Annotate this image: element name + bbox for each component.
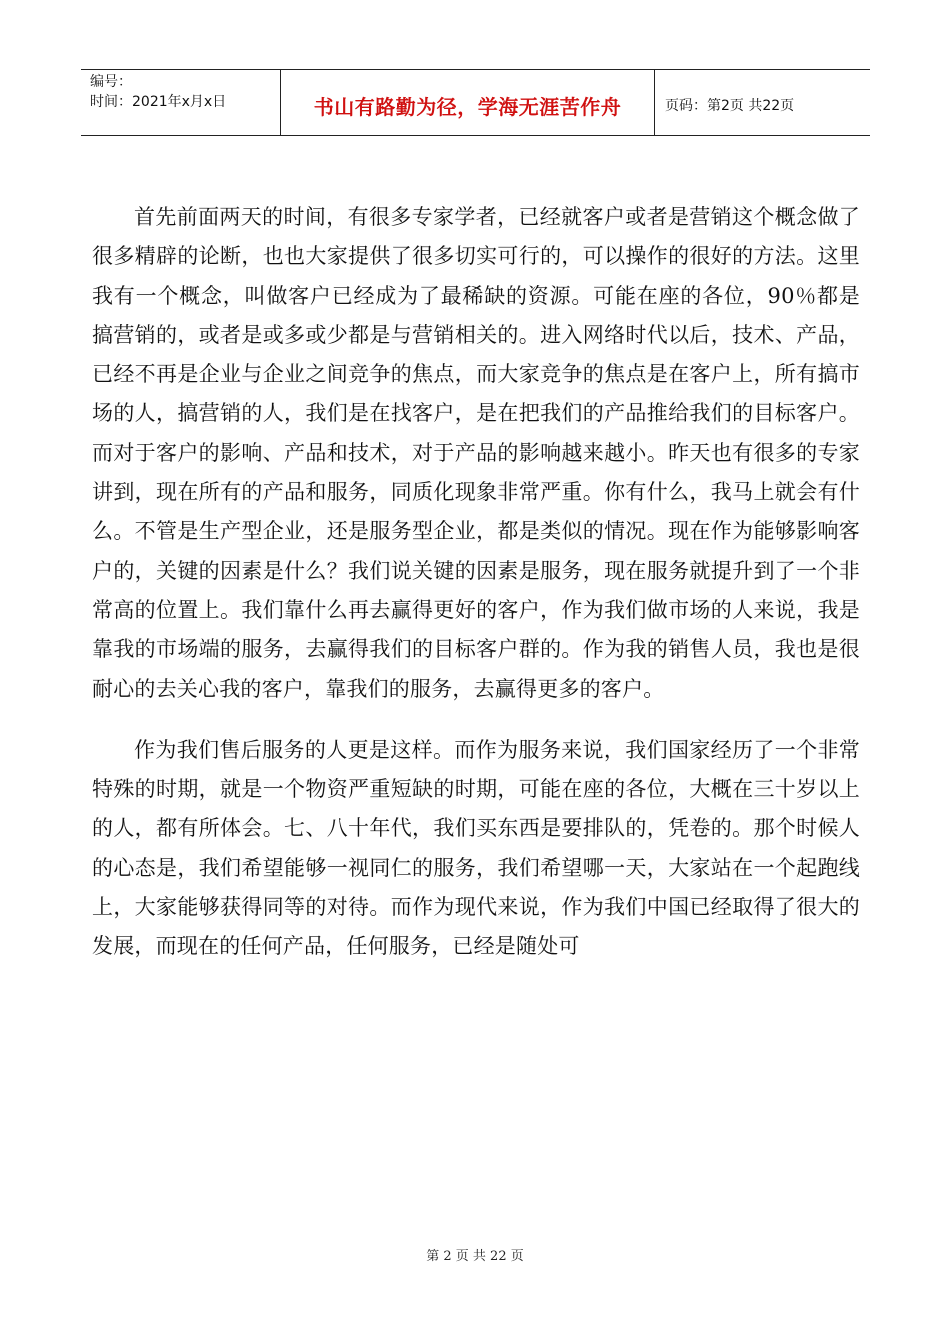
header-page-label: 页码：第2页 共22页	[665, 97, 795, 114]
body-paragraph-2: 作为我们售后服务的人更是这样。而作为服务来说，我们国家经历了一个非常特殊的时期，就是一个物资严重短缺的时期，可能在座的各位，大概在三十岁以上的人，都有所体会。七、八十年代，我们买东西是要排队的，凭卷的。那个时候人的心态是，我们希望能够一视同仁的服务，我们希望哪一天，大家站在一个起跑线上，大家能够获得同等的对待。而作为现代来说，作为我们中国已经取得了很大的发展，而现在的任何产品，任何服务，已经是随处可	[92, 737, 860, 959]
page-footer: 第 2 页 共 22 页	[426, 1249, 524, 1264]
header-number-label: 编号：	[90, 74, 132, 90]
body-paragraph-1: 首先前面两天的时间，有很多专家学者，已经就客户或者是营销这个概念做了很多精辟的论断，也也大家提供了很多切实可行的，可以操作的很好的方法。这里我有一个概念，叫做客户已经成为了最稀缺的资源。可能在座的各位，90％都是搞营销的，或者是或多或少都是与营销相关的。进入网络时代以后，技术、产品，已经不再是企业与企业之间竞争的焦点，而大家竞争的焦点是在客户上，所有搞市场的人，搞营销的人，我们是在找客户，是在把我们的产品推给我们的目标客户。而对于客户的影响、产品和技术，对于产品的影响越来越小。昨天也有很多的专家讲到，现在所有的产品和服务，同质化现象非常严重。你有什么，我马上就会有什么。不管是生产型企业，还是服务型企业，都是类似的情况。现在作为能够影响客户的，关键的因素是什么？我们说关键的因素是服务，现在服务就提升到了一个非常高的位置上。我们靠什么再去赢得更好的客户，作为我们做市场的人来说，我是靠我的市场端的服务，去赢得我们的目标客户群的。作为我的销售人员，我也是很耐心的去关心我的客户，靠我们的服务，去赢得更多的客户。	[92, 205, 860, 701]
document-body	[92, 198, 860, 967]
header-date-label: 时间：2021年x月x日	[90, 94, 227, 110]
document-header	[81, 69, 870, 136]
header-meta-cell	[81, 70, 281, 135]
header-motto: 书山有路勤为径，学海无涯苦作舟	[281, 70, 655, 135]
